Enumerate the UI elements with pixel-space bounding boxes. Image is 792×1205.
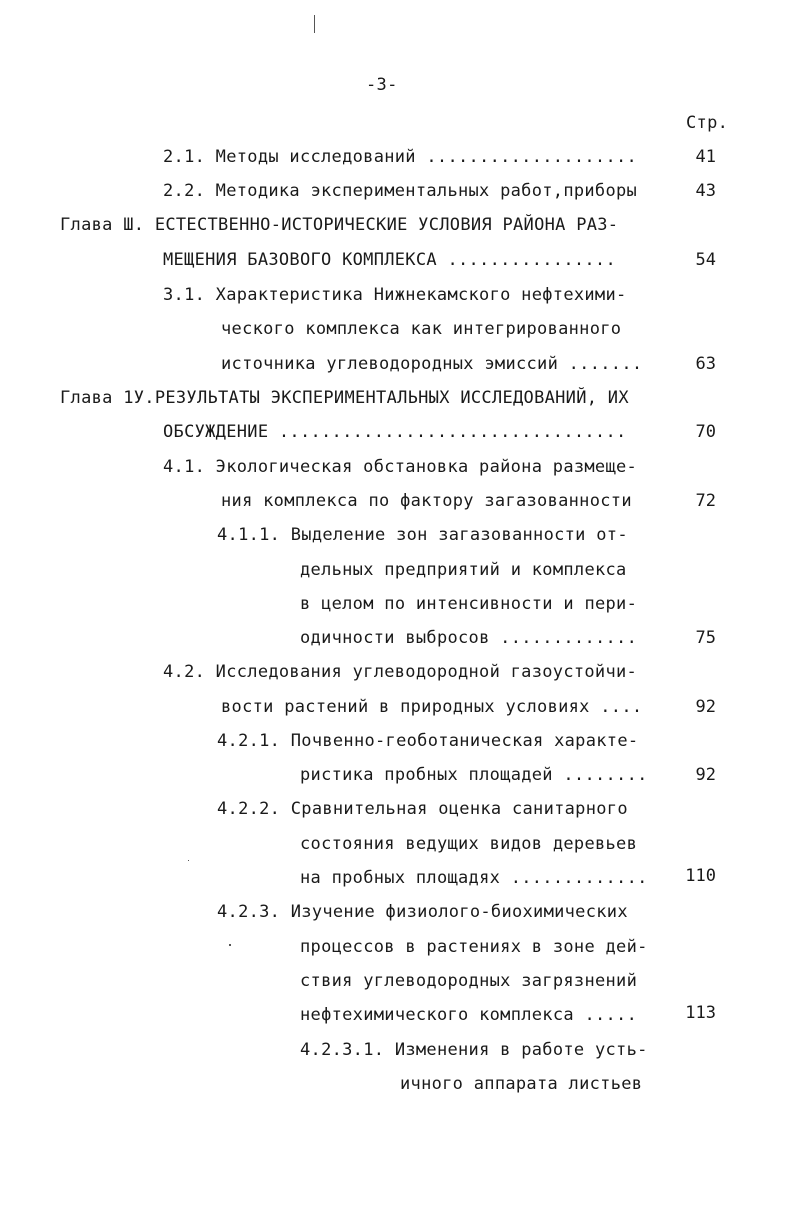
toc-line: 4.2.3. Изучение физиолого-биохимических [217, 902, 628, 922]
scan-dot [188, 860, 189, 861]
toc-line: одичности выбросов ............. [300, 628, 638, 648]
toc-line: нефтехимического комплекса ..... [300, 1005, 638, 1025]
toc-line: вости растений в природных условиях .... [221, 697, 643, 717]
toc-line: ствия углеводородных загрязнений [300, 971, 638, 991]
toc-line: 4.2.2. Сравнительная оценка санитарного [217, 799, 628, 819]
toc-line: 4.1. Экологическая обстановка района размеще- [163, 457, 638, 477]
page-ref: 110 [685, 866, 716, 886]
toc-line: ичного аппарата листьев [400, 1074, 643, 1094]
page-ref: 43 [695, 181, 716, 201]
toc-line: состояния ведущих видов деревьев [300, 834, 638, 854]
page-ref: 113 [685, 1003, 716, 1023]
page-ref: 75 [695, 628, 716, 648]
toc-line: 3.1. Характеристика Нижнекамского нефтехими- [163, 285, 627, 305]
toc-line: дельных предприятий и комплекса [300, 560, 627, 580]
toc-line: 4.2.3.1. Изменения в работе усть- [300, 1040, 648, 1060]
toc-line: на пробных площадях ............. [300, 868, 648, 888]
toc-line: 4.1.1. Выделение зон загазованности от- [217, 525, 628, 545]
toc-line: 4.2.1. Почвенно-геоботаническая характе- [217, 731, 639, 751]
page-ref: 54 [695, 250, 716, 270]
toc-line: источника углеводородных эмиссий ....... [221, 354, 643, 374]
toc-line: ОБСУЖДЕНИЕ ................................. [163, 422, 627, 442]
page-ref: 70 [695, 422, 716, 442]
toc-line: 2.1. Методы исследований .................... [163, 147, 638, 167]
page-number: -3- [366, 75, 398, 95]
toc-line: Глава Ш. ЕСТЕСТВЕННО-ИСТОРИЧЕСКИЕ УСЛОВИЯ РАЙОНА РАЗ- [60, 215, 619, 235]
page-ref: 92 [695, 697, 716, 717]
toc-line: ния комплекса по фактору загазованности [221, 491, 632, 511]
toc-line: ческого комплекса как интегрированного [221, 319, 622, 339]
page-ref: 41 [695, 147, 716, 167]
scan-mark [314, 15, 315, 33]
toc-line: в целом по интенсивности и пери- [300, 594, 638, 614]
toc-line: Глава 1У.РЕЗУЛЬТАТЫ ЭКСПЕРИМЕНТАЛЬНЫХ ИССЛЕДОВАНИЙ, ИХ [60, 388, 629, 408]
page-ref: 72 [695, 491, 716, 511]
toc-line: 2.2. Методика экспериментальных работ,приборы [163, 181, 638, 201]
scan-dot [229, 944, 231, 946]
toc-line: 4.2. Исследования углеводородной газоустойчи- [163, 662, 638, 682]
page-ref: 92 [695, 765, 716, 785]
page-ref: 63 [695, 354, 716, 374]
toc-line: процессов в растениях в зоне дей- [300, 937, 648, 957]
toc-line: ристика пробных площадей ........ [300, 765, 648, 785]
toc-line: МЕЩЕНИЯ БАЗОВОГО КОМПЛЕКСА ................ [163, 250, 616, 270]
page-column-header: Стр. [686, 113, 729, 133]
